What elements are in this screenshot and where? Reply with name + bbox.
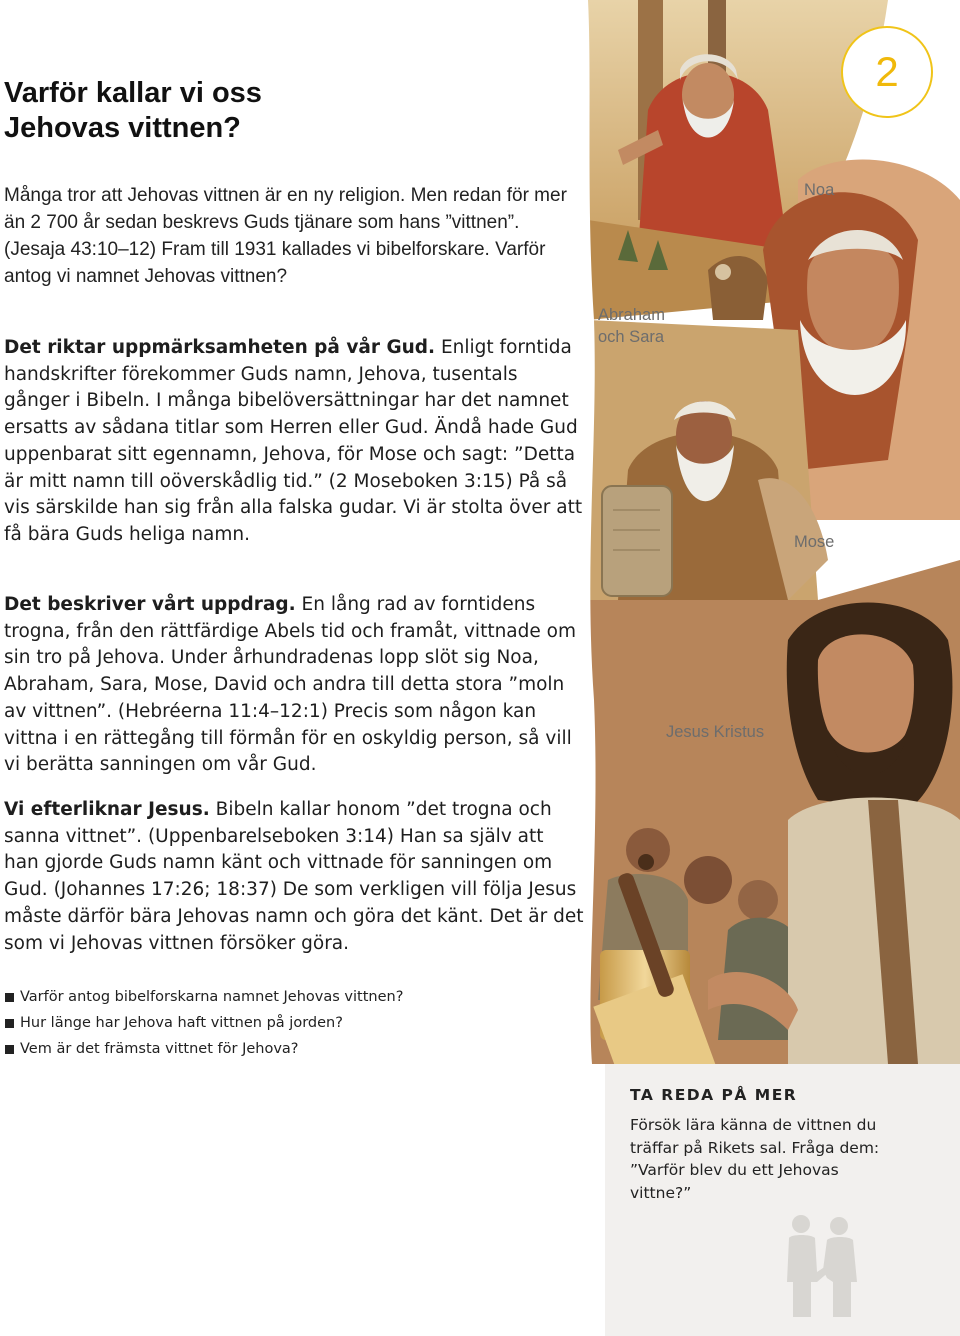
lesson-number-badge: 2: [841, 26, 933, 118]
title-line-2: Jehovas vittnen?: [4, 112, 241, 144]
learn-more-box: [605, 1064, 960, 1336]
question-item: Vem är det främsta vittnet för Jehova?: [4, 1036, 564, 1062]
handshake-icon: [781, 1212, 861, 1322]
page-title: [4, 76, 564, 146]
intro-paragraph: Många tror att Jehovas vittnen är en ny religion. Men redan för mer än 2 700 år sedan beskrevs Guds tjänare som hans ”vittnen”. (Jesaja 43:10–12) Fram till 1931 kallades vi bibelforskare. Varför antog vi namnet Jehovas vittnen?: [4, 185, 567, 287]
title-line-1: Varför kallar vi oss: [4, 77, 262, 109]
jesus-kristus-figure: [588, 560, 960, 1101]
caption-noa: Noa: [804, 181, 835, 199]
section-heading: Vi efterliknar Jesus.: [4, 799, 210, 820]
section-heading: Det beskriver vårt uppdrag.: [4, 594, 296, 615]
learn-more-heading: TA REDA PÅ MER: [630, 1086, 798, 1104]
caption-abraham-line1: Abraham: [598, 306, 665, 324]
question-item: Varför antog bibelforskarna namnet Jehovas vittnen?: [4, 984, 564, 1010]
section-heading: Det riktar uppmärksamheten på vår Gud.: [4, 337, 436, 358]
section-name: [4, 335, 584, 549]
caption-abraham-line2: och Sara: [598, 328, 665, 346]
caption-mose: Mose: [794, 533, 835, 551]
section-imitate-jesus: [4, 797, 584, 957]
section-text: Bibeln kallar honom ”det trogna och sanna vittnet”. (Uppenbarelseboken 3:14) Han sa själv att han gjorde Guds namn känt och vittnade för sanningen om Gud. (Johannes 17:26; 18:37) De som verkligen vill följa Jesus måste därför bära Jehovas namn och göra det känt. Det är det som vi Jehovas vittnen försöker göra.: [4, 799, 584, 954]
section-mission: [4, 592, 584, 779]
review-questions: [4, 984, 564, 1062]
section-text: Enligt forntida handskrifter förekommer Guds namn, Jehova, tusentals gånger i Bibeln. I många bibelöversättningar har det namnet ersatts av sådana titlar som Herren eller Gud. Ändå hade Gud uppenbarat sitt egennamn, Jehova, för Mose och sagt: ”Detta är mitt namn till oöverskådlig tid.” (2 Moseboken 3:15) På så vis särskilde han sig från alla falska gudar. Vi är stolta över att få bära Guds heliga namn.: [4, 337, 583, 545]
question-item: Hur länge har Jehova haft vittnen på jorden?: [4, 1010, 564, 1036]
caption-jesus-kristus: Jesus Kristus: [666, 723, 765, 741]
mose-figure: [588, 320, 828, 600]
learn-more-text: Försök lära känna de vittnen du träffar på Rikets sal. Fråga dem: ”Varför blev du ett Jehovas vittne?”: [630, 1116, 880, 1202]
section-text: En lång rad av forntidens trogna, från den rättfärdige Abels tid och framåt, vittnade om sin tro på Jehova. Under århundradenas lopp slöt sig Noa, Abraham, Sara, Mose, David och andra till detta stora ”moln av vittnen”. (Hebréerna 11:4–12:1) Precis som någon kan vittna i en rättegång till förmån för en oskyldig person, så vill vi berätta sanningen om vår Gud.: [4, 594, 576, 776]
